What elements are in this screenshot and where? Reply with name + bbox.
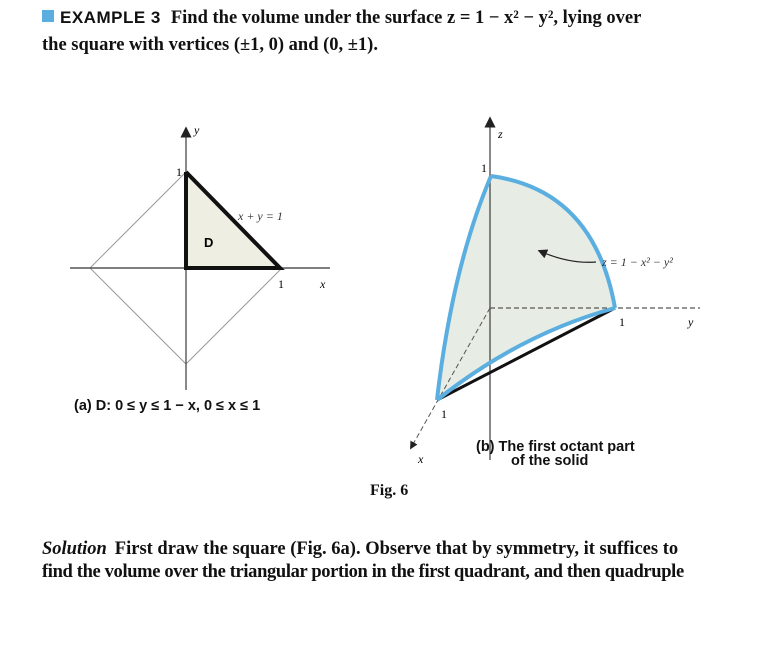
y-axis-label-b: y xyxy=(688,315,694,329)
solution-text-1: First draw the square (Fig. 6a). Observe that by symmetry, it suffices to xyxy=(114,539,679,559)
fig-b xyxy=(412,122,700,469)
solution-label: Solution xyxy=(42,539,107,559)
tick-y-a: 1 xyxy=(176,165,182,179)
problem-line-2: the square with vertices (±1, 0) and (0, ±1). xyxy=(42,35,378,55)
region-label: D xyxy=(204,235,214,250)
z-axis-label-b: z xyxy=(498,127,503,141)
caption-b-line-1: (b) The first octant part xyxy=(476,439,635,455)
x-axis-label-b: x xyxy=(418,452,424,466)
y-axis-label-a: y xyxy=(194,123,200,137)
x-axis-label-a: x xyxy=(320,277,326,291)
problem-text-1: Find the volume under the surface z = 1 − x² − y², lying over xyxy=(170,8,642,28)
caption-b xyxy=(476,440,635,468)
tick-y-b: 1 xyxy=(619,315,625,329)
solid-surface xyxy=(437,176,615,400)
tick-x-a: 1 xyxy=(278,277,284,291)
line-label: x + y = 1 xyxy=(238,209,283,223)
tick-x-b: 1 xyxy=(441,407,447,421)
solution-line-2: find the volume over the triangular portion in the first quadrant, and then quadruple xyxy=(42,562,684,582)
tick-z-b: 1 xyxy=(481,161,487,175)
caption-a: (a) D: 0 ≤ y ≤ 1 − x, 0 ≤ x ≤ 1 xyxy=(74,398,261,414)
caption-b-line-2: of the solid xyxy=(511,453,589,469)
solution-line-1 xyxy=(42,539,678,560)
figure-label: Fig. 6 xyxy=(370,482,409,499)
surface-label: z = 1 − x² − y² xyxy=(602,255,673,269)
example-label: EXAMPLE 3 xyxy=(60,8,161,27)
fig-a xyxy=(70,123,330,390)
